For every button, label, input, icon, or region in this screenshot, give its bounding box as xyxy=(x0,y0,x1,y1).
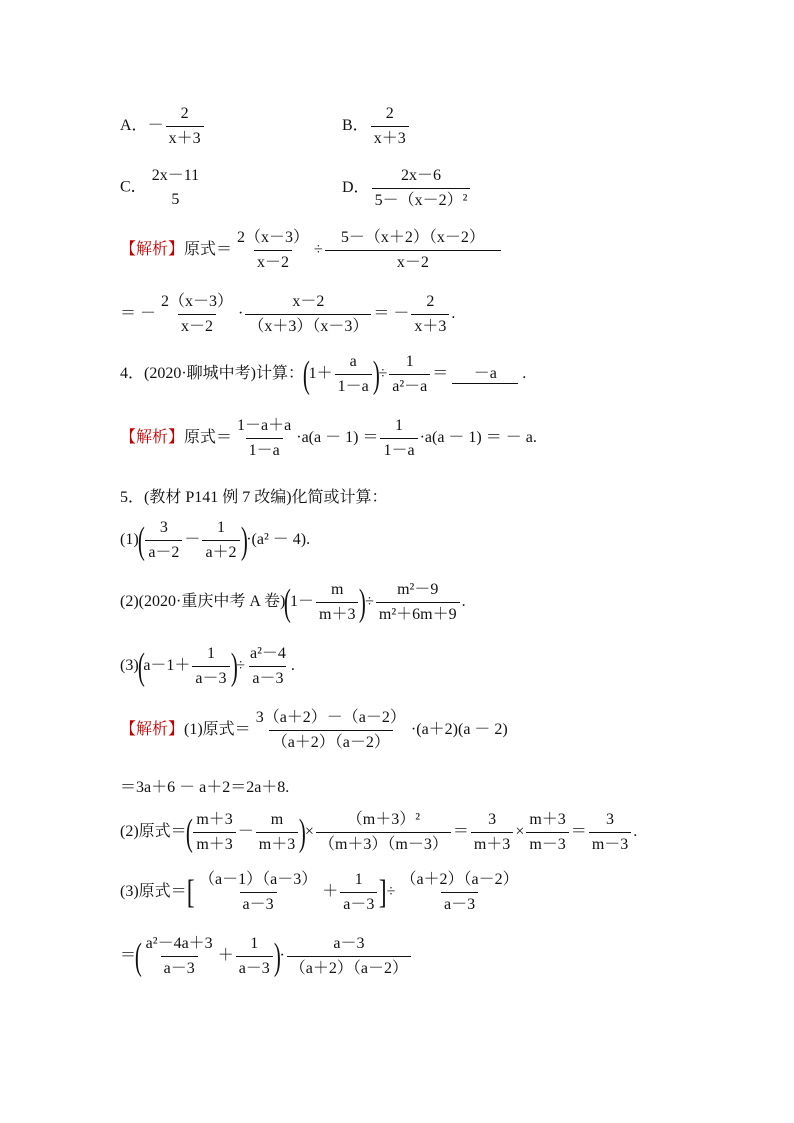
denominator: （a＋2）（a－2） xyxy=(269,730,393,753)
operator: － xyxy=(237,823,254,841)
fraction xyxy=(372,166,471,211)
fraction xyxy=(143,934,216,979)
text: . xyxy=(633,823,638,841)
part-label: (2)(2020·重庆中考 A 卷) xyxy=(120,593,286,611)
numerator: 2x－11 xyxy=(151,167,200,184)
text: ·(a＋2)(a － 2) xyxy=(410,721,508,739)
left-paren: ( xyxy=(185,811,193,854)
text: 原式＝ xyxy=(184,241,233,259)
option-label: B． xyxy=(342,117,369,135)
denominator: m－3 xyxy=(526,832,568,855)
option-a xyxy=(120,104,206,149)
operator: ＝ xyxy=(570,823,587,841)
text: ＝ xyxy=(120,947,137,965)
analysis-tag: 【解析】 xyxy=(120,721,185,739)
text: ＝ － xyxy=(373,305,410,323)
text: (1)原式＝ xyxy=(184,721,251,739)
denominator: m²＋6m＋9 xyxy=(376,602,460,625)
numerator: 1 xyxy=(405,353,414,370)
denominator: （x＋3）（x－3） xyxy=(245,314,371,337)
numerator: m²－9 xyxy=(397,581,439,598)
operator: × xyxy=(304,823,314,841)
left-paren: ( xyxy=(137,645,145,688)
numerator: 2（x－3） xyxy=(237,229,310,246)
q5-part2 xyxy=(120,580,466,625)
fraction xyxy=(589,810,631,855)
text: . xyxy=(461,593,466,611)
fraction xyxy=(397,870,521,915)
part-label: (1) xyxy=(120,531,139,549)
numerator: m xyxy=(270,811,284,828)
fraction xyxy=(526,810,568,855)
q5-solution-1-line2: ＝3a＋6 － a＋2＝2a＋8. xyxy=(120,779,290,796)
q5-solution-1 xyxy=(120,708,508,753)
numerator: （m＋3）² xyxy=(346,811,421,828)
text: 1－ xyxy=(289,593,314,611)
operator: × xyxy=(515,823,525,841)
fraction xyxy=(471,810,513,855)
option-label: C． xyxy=(120,178,147,196)
denominator: a－3 xyxy=(161,956,198,979)
fraction xyxy=(193,810,235,855)
denominator: a²－a xyxy=(389,374,430,397)
denominator: 1－a xyxy=(380,438,417,461)
denominator: a＋2 xyxy=(202,540,239,563)
q5-header: 5．(教材 P141 例 7 改编)化简或计算： xyxy=(120,489,388,506)
text: 原式＝ xyxy=(184,429,233,447)
q5-solution-2 xyxy=(120,810,637,855)
denominator: a－3 xyxy=(249,666,286,689)
numerator: 2 xyxy=(385,105,394,122)
numerator: m＋3 xyxy=(196,811,233,828)
denominator: a－2 xyxy=(145,540,182,563)
denominator: a－3 xyxy=(236,956,273,979)
q5-solution-3 xyxy=(120,870,524,915)
text: 1＋ xyxy=(308,365,333,383)
operator: ÷ xyxy=(365,593,374,611)
denominator: a－3 xyxy=(240,892,277,915)
right-paren: ) xyxy=(299,811,307,854)
text: ·(a² － 4). xyxy=(246,531,311,549)
fraction xyxy=(287,934,411,979)
denominator: x＋3 xyxy=(411,314,449,337)
numerator: （a－1）（a－3） xyxy=(199,871,318,888)
denominator: a－3 xyxy=(441,892,478,915)
operator: · xyxy=(238,305,244,323)
fraction xyxy=(145,518,182,563)
numerator: 2 xyxy=(426,293,435,310)
text: ＝ － xyxy=(120,305,157,323)
operator: ÷ xyxy=(386,883,396,901)
analysis-tag: 【解析】 xyxy=(120,241,185,259)
numerator: 1 xyxy=(250,935,259,952)
text: ·a(a － 1) ＝ － a. xyxy=(419,429,537,447)
denominator: x－2 xyxy=(254,250,292,273)
numerator: 1 xyxy=(354,871,363,888)
operator: ＋ xyxy=(217,947,234,965)
denominator: 5 xyxy=(171,191,180,208)
numerator: 2 xyxy=(180,105,189,122)
numerator: a²－4 xyxy=(249,645,286,662)
analysis-tag: 【解析】 xyxy=(120,429,185,447)
fraction xyxy=(234,416,294,461)
q5-solution-3-line2 xyxy=(120,934,413,979)
option-b xyxy=(342,104,411,149)
numerator: （a＋2）（a－2） xyxy=(400,871,519,888)
right-paren: ) xyxy=(230,645,238,688)
text: . xyxy=(451,305,456,323)
numerator: x－2 xyxy=(292,293,325,310)
denominator: m＋3 xyxy=(193,832,235,855)
fraction xyxy=(253,708,409,753)
numerator: 3 xyxy=(159,519,168,536)
q3-solution-line2 xyxy=(120,292,455,337)
fraction xyxy=(316,810,451,855)
right-paren: ) xyxy=(273,935,281,978)
option-c xyxy=(120,166,204,210)
numerator: 3 xyxy=(488,811,497,828)
right-paren: ) xyxy=(359,581,367,624)
denominator: a－3 xyxy=(340,892,377,915)
text: a－1＋ xyxy=(143,657,191,675)
text: ＝ xyxy=(432,365,449,383)
numerator: 1 xyxy=(395,417,403,434)
denominator: x＋3 xyxy=(166,126,204,149)
answer-blank: －a xyxy=(452,360,518,384)
denominator: 1－a xyxy=(335,374,372,397)
denominator: x＋3 xyxy=(371,126,409,149)
part-label: (3) xyxy=(120,657,139,675)
fraction xyxy=(247,644,289,689)
operator: ＝ xyxy=(452,823,469,841)
operator: ÷ xyxy=(236,657,245,675)
operator: ÷ xyxy=(314,241,323,259)
text: (2)原式＝ xyxy=(120,823,187,841)
denominator: m＋3 xyxy=(316,602,358,625)
fraction xyxy=(202,518,239,563)
operator: － xyxy=(184,531,201,549)
numerator: 2（x－3） xyxy=(161,293,234,310)
question-text: 4．(2020·聊城中考)计算： xyxy=(120,365,304,383)
operator: ＋ xyxy=(322,883,339,901)
fraction xyxy=(192,644,229,689)
text: . xyxy=(290,657,295,675)
fraction xyxy=(158,292,236,337)
denominator: x－2 xyxy=(325,250,501,273)
fraction xyxy=(236,934,273,979)
denominator: （m＋3）（m－3） xyxy=(316,832,451,855)
numerator: 3（a＋2）－（a－2） xyxy=(255,709,406,726)
q3-solution-line1 xyxy=(120,228,503,273)
right-paren: ) xyxy=(372,353,380,396)
fraction xyxy=(166,104,204,149)
denominator: x－2 xyxy=(178,314,216,337)
text: (3)原式＝ xyxy=(120,883,187,901)
denominator: （a＋2）（a－2） xyxy=(287,956,411,979)
numerator: a xyxy=(349,353,357,370)
denominator: m＋3 xyxy=(471,832,513,855)
fraction xyxy=(371,104,409,149)
q4-question xyxy=(120,352,526,397)
fraction xyxy=(340,870,377,915)
left-bracket: [ xyxy=(186,873,195,911)
numerator: 3 xyxy=(606,811,615,828)
fraction xyxy=(411,292,449,337)
fraction xyxy=(376,580,460,625)
q5-part3 xyxy=(120,644,295,689)
left-paren: ( xyxy=(134,935,142,978)
fraction xyxy=(325,228,501,273)
text: . xyxy=(522,365,527,383)
numerator: 2x－6 xyxy=(400,167,441,184)
left-paren: ( xyxy=(284,581,292,624)
left-paren: ( xyxy=(302,353,310,396)
numerator: 1 xyxy=(216,519,225,536)
fraction xyxy=(196,870,320,915)
numerator: a－3 xyxy=(333,935,365,952)
denominator: m＋3 xyxy=(256,832,298,855)
operator: ÷ xyxy=(378,365,388,383)
option-d xyxy=(342,166,472,211)
fraction xyxy=(389,352,430,397)
right-paren: ) xyxy=(240,519,248,562)
denominator: m－3 xyxy=(589,832,631,855)
fraction xyxy=(335,352,372,397)
fraction xyxy=(245,292,371,337)
text: ·a(a － 1) ＝ xyxy=(296,429,379,447)
option-label: A． xyxy=(120,117,148,135)
option-label: D． xyxy=(342,179,370,197)
numerator: 5－（x＋2）（x－2） xyxy=(340,229,485,246)
denominator: a－3 xyxy=(192,666,229,689)
q5-part1 xyxy=(120,518,310,563)
numerator: 1 xyxy=(206,645,215,662)
numerator: m＋3 xyxy=(529,811,566,828)
left-paren: ( xyxy=(137,519,145,562)
denominator: 5－（x－2）² xyxy=(372,188,471,211)
operator: · xyxy=(279,947,285,965)
fraction xyxy=(149,166,202,210)
fraction xyxy=(234,228,312,273)
minus-sign: － xyxy=(147,117,164,135)
numerator: 1－a＋a xyxy=(237,417,292,434)
numerator: a²－4a＋3 xyxy=(145,935,213,952)
q4-solution xyxy=(120,416,537,461)
right-bracket: ] xyxy=(379,873,387,911)
denominator: 1－a xyxy=(246,438,283,461)
numerator: m xyxy=(331,581,344,598)
fraction xyxy=(316,580,358,625)
fraction xyxy=(380,416,417,461)
fraction xyxy=(256,810,298,855)
